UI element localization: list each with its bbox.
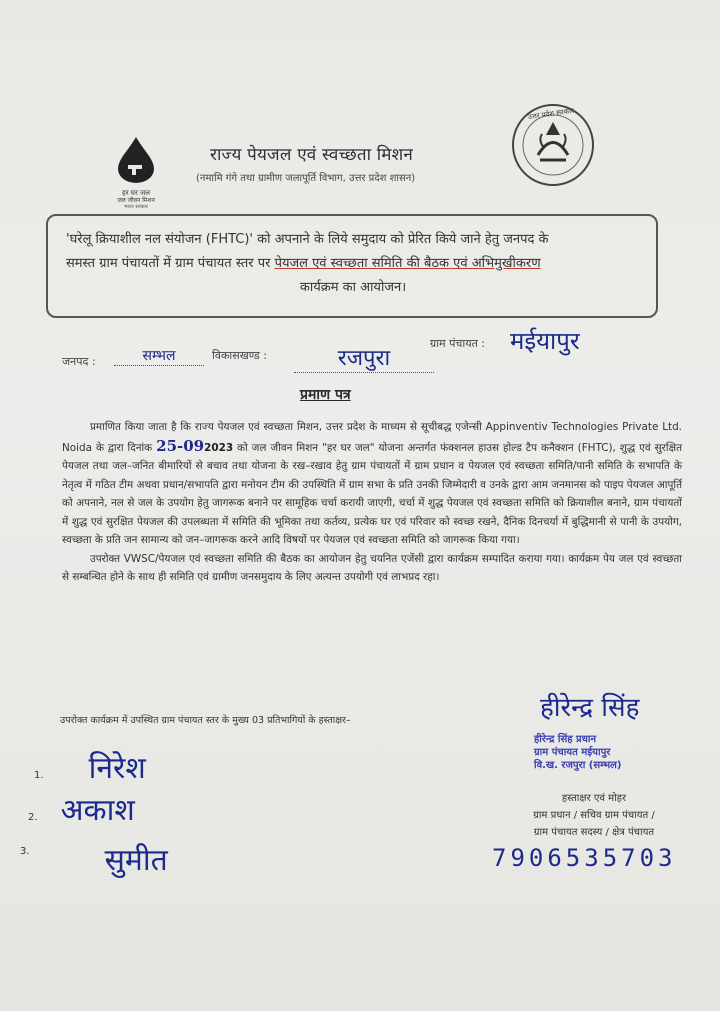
- participant-number: 2.: [28, 812, 38, 823]
- pradhan-signature: हीरेन्द्र सिंह: [540, 693, 640, 723]
- panchayat-label: ग्राम पंचायत :: [430, 337, 486, 350]
- participant-signature: सुमीत: [104, 843, 168, 878]
- paragraph-1-start: प्रमाणित किया जाता है कि राज्य पेयजल एवं स्वच्छता मिशन, उत्तर प्रदेश के माध्यम से सूचीबद्ध एजेन्सी Appinventiv Technologies Private Ltd. Noida के द्वारा दिनांक: [62, 421, 682, 454]
- stamp-line-3: वि.ख. रजपुरा (सम्भल): [534, 760, 622, 771]
- participant-number: 1.: [34, 770, 44, 781]
- phone-number: 7906535703: [492, 844, 677, 872]
- stamp-line-2: ग्राम पंचायत मईयापुर: [534, 747, 611, 758]
- banner-line-2-underlined: पेयजल एवं स्वच्छता समिति की बैठक एवं अभिमुखीकरण: [274, 256, 541, 271]
- certificate-body: [62, 418, 682, 587]
- panchayat-value: मईयापुर: [510, 327, 580, 355]
- banner-line-1: 'घरेलू क्रियाशील नल संयोजन (FHTC)' को अपनाने के लिये समुदाय को प्रेरित किये जाने हेतु जनपद के: [66, 232, 549, 247]
- participant-3: [20, 822, 168, 878]
- certificate-paragraph-2: उपरोक्त VWSC/पेयजल एवं स्वच्छता समिति की बैठक का आयोजन हेतु चयनित एजेंसी द्वारा कार्यक्रम सम्पादित कराया गया। कार्यक्रम पेय जल एवं स्वच्छता से सम्बन्धित होने के साथ ही समिति एवं ग्रामीण जनसमुदाय के लिए अत्यन्त उपयोगी एवं लाभप्रद रहा।: [62, 552, 682, 583]
- stamp-line-1: हीरेन्द्र सिंह प्रधान: [534, 734, 596, 745]
- district-value: सम्भल: [114, 346, 204, 366]
- water-drop-icon: [106, 135, 166, 185]
- participant-signature: निरेश: [88, 751, 146, 786]
- participant-signature: अकाश: [60, 793, 135, 828]
- block-label: विकासखण्ड :: [212, 349, 268, 362]
- logo-caption-1: हर घर जल: [122, 189, 150, 197]
- banner-line-3: कार्यक्रम का आयोजन।: [299, 280, 407, 295]
- program-banner: [46, 214, 658, 318]
- participant-1: [34, 746, 146, 787]
- signatory-role-line-2: ग्राम पंचायत सदस्य / क्षेत्र पंचायत: [533, 827, 655, 838]
- up-government-seal: [508, 100, 598, 190]
- banner-line-2: [66, 252, 640, 276]
- certificate-title: प्रमाण पत्र: [300, 387, 351, 403]
- location-fields: [62, 327, 682, 378]
- date-year: 2023: [204, 441, 234, 454]
- banner-line-2-start: समस्त ग्राम पंचायतों में ग्राम पंचायत स्तर पर: [66, 256, 275, 271]
- page-subtitle: (नमामि गंगे तथा ग्रामीण जलापूर्ति विभाग, उत्तर प्रदेश शासन): [196, 173, 416, 184]
- block-value: रजपुरा: [294, 342, 434, 373]
- handwritten-date: 25-09: [156, 436, 205, 455]
- signatory-role-line-1: ग्राम प्रधान / सचिव ग्राम पंचायत /: [533, 810, 655, 821]
- seal-text: उत्तर प्रदेश सरकार: [527, 106, 575, 122]
- official-stamp: [534, 733, 684, 772]
- logo-caption-3: भारत सरकार: [124, 204, 148, 210]
- sign-and-seal-label: हस्ताक्षर एवं मोहर: [561, 793, 627, 804]
- page-title: राज्य पेयजल एवं स्वच्छता मिशन: [210, 145, 413, 165]
- paragraph-1-end: को जल जीवन मिशन "हर घर जल" योजना अन्तर्गत फंक्शनल हाउस होल्ड टैप कनैक्शन (FHTC), शुद्ध एवं सुरक्षित पेयजल तथा जल–जनित बीमारियों से बचाव तथा योजना के रख–रखाव हेतु ग्राम पंचायतों में ग्राम प्रधान व पेयजल एवं स्वच्छता समिति/पानी समिति के सभापति के नेतृत्व में गठित टीम अथवा प्रधान/सभापति द्वारा मनोयन टीम की उपस्थिति में ग्राम सभा के प्रति उनकी जिम्मेदारी व उनके द्वारा आम जनमानस को पाइप पेयजल आपूर्ति को अपनाने, नल से जल के उपयोग हेतु जागरूक बनाने पर सामूहिक चर्चा करायी जाएगी, चर्चा में शुद्ध पेयजल एवं स्वच्छता समिति को क्रियाशील बनाने, ग्राम पंचायतों में शुद्ध एवं सुरक्षित पेयजल की उपलब्धता में समिति की भूमिका तथा कर्तव्य, प्रत्येक घर एवं परिवार को स्वच्छ रखने, दैनिक दिनचर्या में बुद्धिमानी से पानी के उपयोग, स्वच्छता के प्रति जन सामान्य को जन–जागरूक करने आदि विषयों पर पेयजल एवं स्वच्छता समिति को जागरूक किया गया।: [62, 441, 682, 546]
- signatory-labels: [484, 790, 704, 841]
- signatures-intro: उपरोक्त कार्यक्रम में उपस्थित ग्राम पंचायत स्तर के मुख्य 03 प्रतिभागियों के हस्ताक्षर–: [60, 715, 351, 726]
- district-label: जनपद :: [62, 355, 96, 368]
- har-ghar-jal-logo: [106, 135, 166, 215]
- logo-caption-2: जल जीवन मिशन: [117, 197, 155, 204]
- certificate-paragraph-1: [62, 418, 682, 550]
- participant-number: 3.: [20, 846, 30, 857]
